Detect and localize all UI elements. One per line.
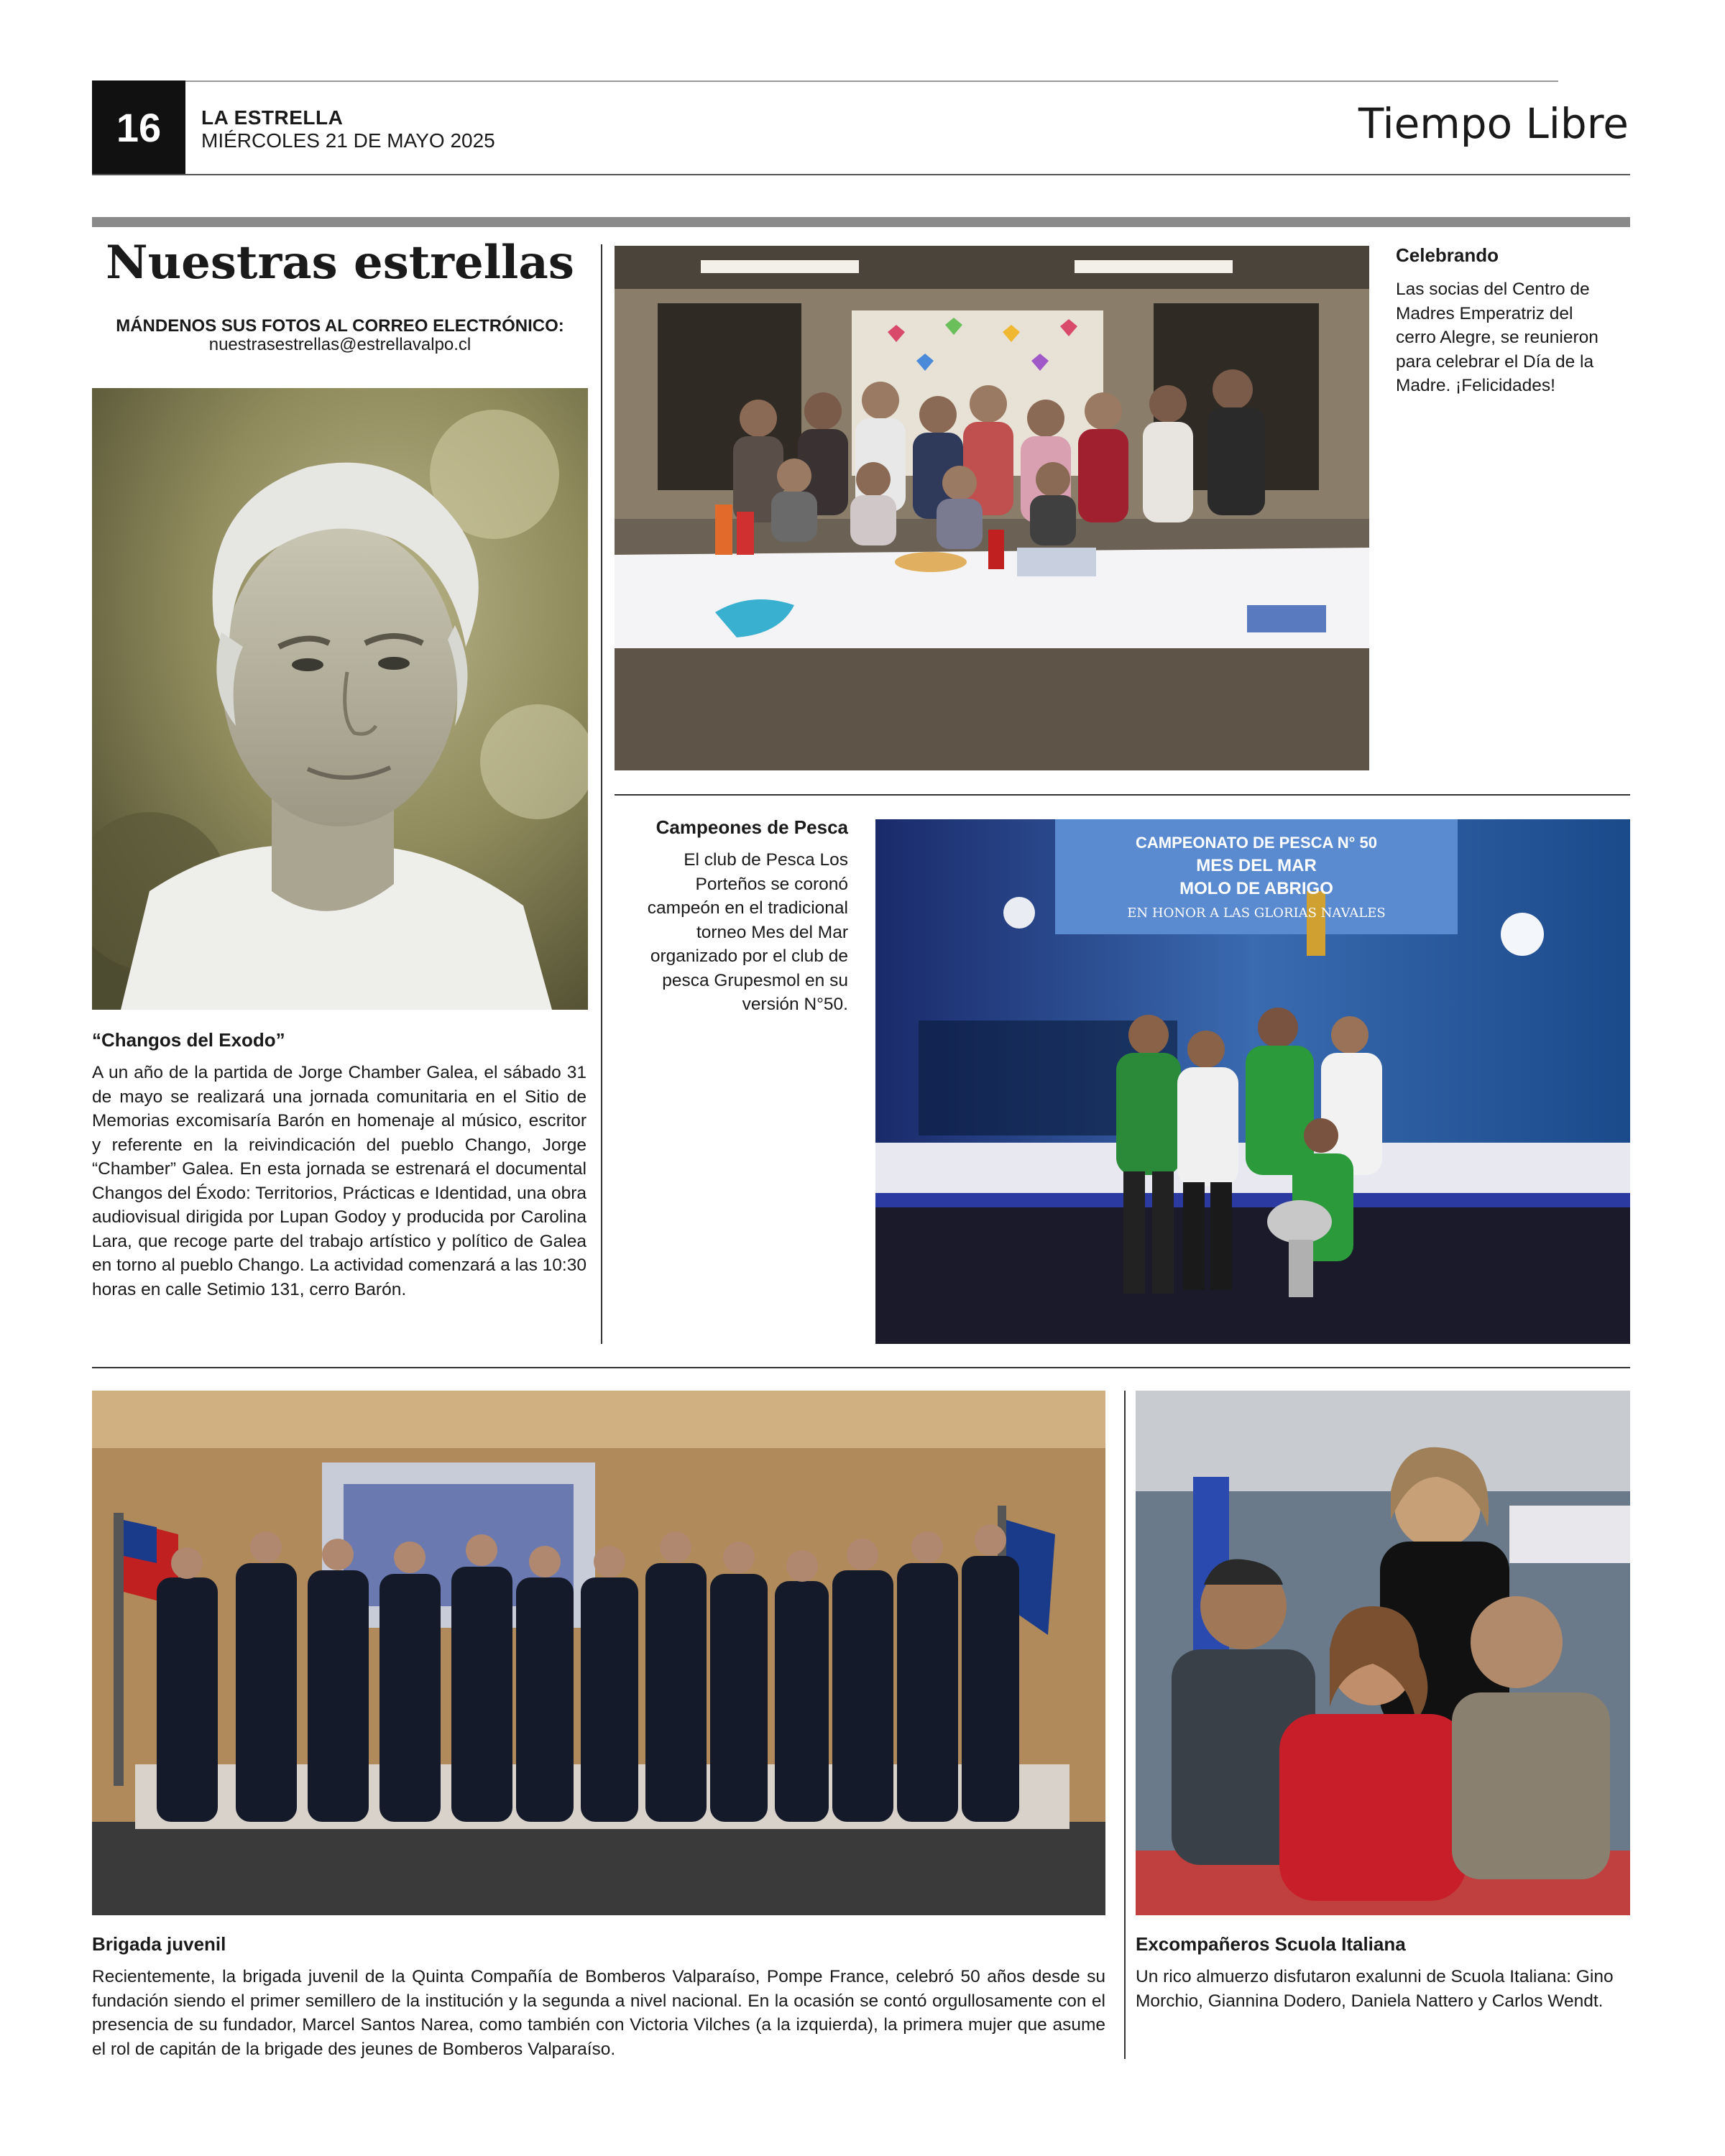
scuola-title: Excompañeros Scuola Italiana xyxy=(1136,1933,1406,1955)
portrait-photo xyxy=(92,388,588,1010)
brigada-photo xyxy=(92,1391,1105,1915)
pesca-body: El club de Pesca Los Porteños se coronó campeón en el tradicional torneo Mes del Mar organizado por el club de pesca Grupesmol en su versión N°50. xyxy=(647,850,848,1014)
section-thick-rule xyxy=(92,217,1630,227)
section-title: Tiempo Libre xyxy=(1358,99,1629,148)
page-number: 16 xyxy=(92,80,185,174)
header-bottom-rule xyxy=(92,174,1630,175)
scuola-body: Un rico almuerzo disfutaron exalunni de Scuola Italiana: Gino Morchio, Giannina Dodero, Daniela Nattero y Carlos Wendt. xyxy=(1136,1967,1614,2011)
header-top-rule xyxy=(92,80,1558,82)
pesca-banner-line-2: MES DEL MAR xyxy=(1196,856,1317,875)
column-title: Nuestras estrellas xyxy=(106,236,574,290)
celebrando-body: Las socias del Centro de Madres Emperatriz del cerro Alegre, se reunieron para celebrar el Día de la Madre. ¡Felicidades! xyxy=(1396,280,1598,395)
celebrando-photo xyxy=(615,246,1369,770)
submission-prompt: MÁNDENOS SUS FOTOS AL CORREO ELECTRÓNICO: xyxy=(116,316,564,336)
pesca-banner-line-3: MOLO DE ABRIGO xyxy=(1179,879,1333,898)
scuola-photo xyxy=(1136,1391,1630,1915)
changos-title: “Changos del Exodo” xyxy=(92,1029,285,1051)
submission-email[interactable]: nuestrasestrellas@estrellavalpo.cl xyxy=(208,335,472,354)
brigada-body: Recientemente, la brigada juvenil de la Quinta Compañía de Bomberos Valparaíso, Pompe France, celebró 50 años desde su fundación siendo el primer semillero de la institución y la segunda a nivel nacional. En la ocasión se contó orgullosamente con el presencia de su fundador, Marcel Santos Narea, como también con Victoria Vilches (a la izquierda), la primera mujer que asume el rol de capitán de la brigade des jeunes de Bomberos Valparaíso. xyxy=(92,1967,1105,2059)
column-divider xyxy=(601,244,602,1344)
newspaper-name: LA ESTRELLA xyxy=(201,106,344,129)
pesca-title: Campeones de Pesca xyxy=(656,816,848,838)
celebrando-title: Celebrando xyxy=(1396,244,1499,266)
brigada-title: Brigada juvenil xyxy=(92,1933,226,1955)
bottom-column-divider xyxy=(1124,1391,1126,2059)
middle-right-rule xyxy=(615,794,1630,796)
changos-body: A un año de la partida de Jorge Chamber Galea, el sábado 31 de mayo se realizará una jornada comunitaria en el Sitio de Memorias excomisaría Barón en homenaje al músico, escritor y referente en la reivindicación del pueblo Chango, Jorge “Chamber” Galea. En esta jornada se estrenará el documental Changos del Éxodo: Territorios, Prácticas e Identidad, una obra audiovisual dirigida por Lupan Godoy y producida por Carolina Lara, que recoge parte del trabajo artístico y político de Galea en torno al pueblo Chango. La actividad comenzará a las 10:30 horas en calle Setimio 131, cerro Barón. xyxy=(92,1063,586,1299)
pesca-banner-line-1: CAMPEONATO DE PESCA N° 50 xyxy=(1135,834,1378,852)
pesca-banner-line-4: EN HONOR A LAS GLORIAS NAVALES xyxy=(1127,906,1386,921)
issue-date: MIÉRCOLES 21 DE MAYO 2025 xyxy=(201,129,495,152)
lower-section-rule xyxy=(92,1367,1630,1368)
pesca-photo xyxy=(875,819,1630,1344)
